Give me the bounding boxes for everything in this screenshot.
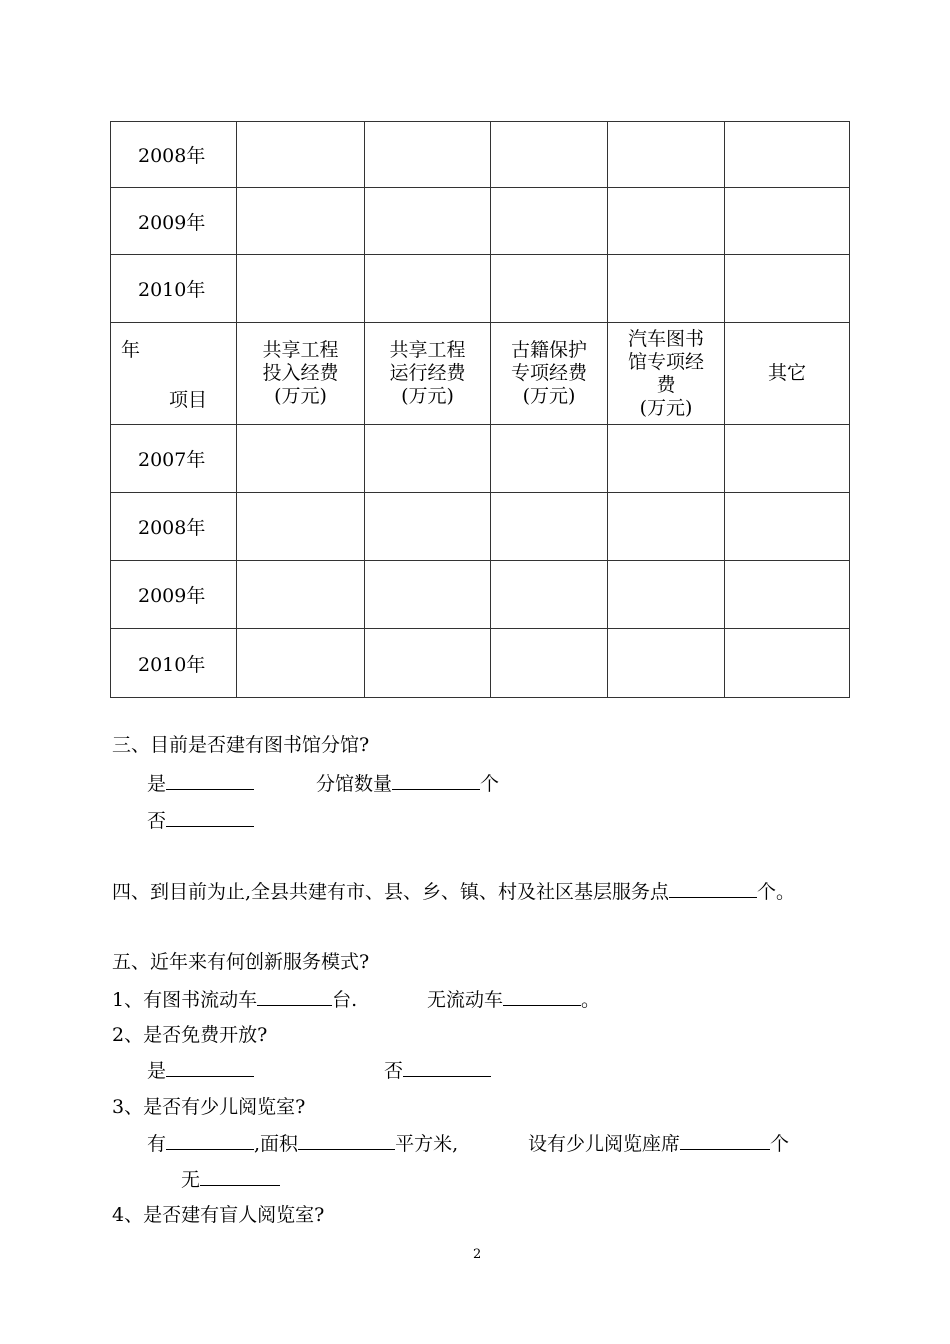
q5-children-no-blank[interactable] [200,1167,280,1186]
q5-item3-seats-line: 设有少儿阅览座席 个 [528,1133,790,1155]
corner-header-cell [111,323,237,425]
header-mobile-library: 汽车图书 馆专项经 费 (万元) [608,323,725,425]
q5-item2-title: 2、是否免费开放? [112,1024,268,1046]
year-cell: 2010年 [111,255,237,323]
q3-yes-blank[interactable] [166,771,254,790]
q5-seats-blank[interactable] [680,1131,770,1150]
year-cell: 2010年 [111,629,237,698]
funding-table [110,121,850,698]
q5-item1-line: 1、有图书流动车 台. [112,989,358,1011]
table-row [111,425,850,493]
year-cell: 2009年 [111,561,237,629]
q5-free-yes-blank[interactable] [166,1058,254,1077]
q5-item1-no-line: 无流动车 。 [427,989,601,1011]
corner-item-label: 项目 [169,389,208,411]
q5-item3-no-line: 无 [181,1167,280,1192]
table-row [111,122,850,188]
year-cell: 2007年 [111,425,237,493]
table-row [111,493,850,561]
q5-item2-yes-line: 是 [147,1058,254,1083]
corner-year-label: 年 [121,339,141,361]
table-row [111,255,850,323]
q4-line: 四、到目前为止,全县共建有市、县、乡、镇、村及社区基层服务点 个。 [112,881,796,903]
q5-children-yes-blank[interactable] [166,1131,254,1150]
q5-item3-yes-line: 有 ,面积 平方米, [147,1133,459,1155]
q5-no-vehicle-blank[interactable] [503,987,581,1006]
q3-title: 三、目前是否建有图书馆分馆? [112,734,370,756]
q3-count-blank[interactable] [392,771,480,790]
table-row [111,629,850,698]
q5-area-blank[interactable] [298,1131,395,1150]
header-ancient-books: 古籍保护 专项经费 (万元) [491,323,608,425]
q3-yes-line: 是 [147,771,254,796]
q5-item2-no-line: 否 [384,1058,491,1083]
header-shared-operation: 共享工程 运行经费 (万元) [365,323,491,425]
q3-no-blank[interactable] [166,808,254,827]
header-shared-investment: 共享工程 投入经费 (万元) [237,323,365,425]
table-row [111,561,850,629]
year-cell: 2008年 [111,493,237,561]
q3-count-line: 分馆数量 个 [316,773,500,795]
year-cell: 2008年 [111,122,237,188]
year-cell: 2009年 [111,188,237,255]
q5-item4-title: 4、是否建有盲人阅览室? [112,1204,325,1226]
q5-free-no-blank[interactable] [403,1058,491,1077]
header-other: 其它 [725,323,850,425]
q5-item3-title: 3、是否有少儿阅览室? [112,1096,306,1118]
q5-title: 五、近年来有何创新服务模式? [112,951,370,973]
q4-blank[interactable] [669,879,757,898]
table-row [111,188,850,255]
q3-no-line: 否 [147,808,254,833]
page-number: 2 [473,1247,482,1262]
header-row [111,323,850,425]
q5-vehicle-count-blank[interactable] [257,987,332,1006]
